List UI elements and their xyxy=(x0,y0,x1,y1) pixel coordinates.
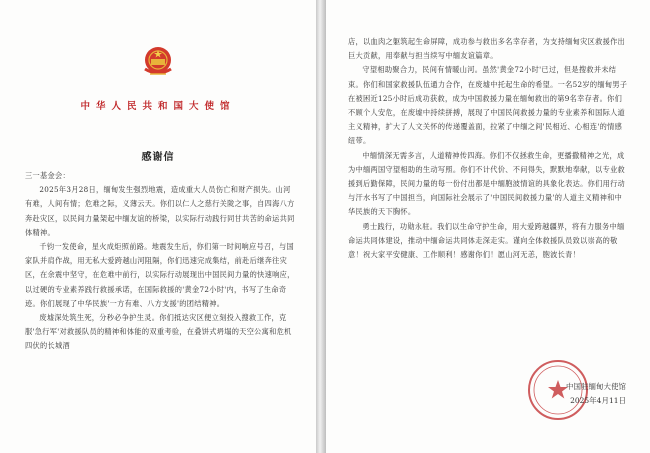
paragraph: 守望相助聚合力，民间有情暖山河。虽然'黄金72小时'已过，但是搜救并未结束。你们和国家救援队伍通力合作，在废墟中托起生命的希望。一名52岁的缅甸男子在被困近125小时后成功获救，成为中国救援力量在缅甸救出的第9名幸存者。你们不顾个人安危，在废墟中持续拼搏，展现了中国民间救援力量的专业素养和国际人道主义精神，扩大了人文关怀的传递覆盖面，拉紧了中缅之间'民相近、心相连'的情感纽带。 xyxy=(348,65,628,146)
left-page xyxy=(0,0,316,453)
national-emblem-icon xyxy=(141,44,175,80)
paragraph: 千钧一发使命，星火成炬照前路。地震发生后，你们第一时间响应号召，与国家队并肩作战，用无私大爱跨越山河阻隔，你们迅速完成集结，前赴后继奔往灾区，在余震中坚守，在危难中前行，以实际行动展现出中国民间力量的快速响应，以过硬的专业素养践行救援承诺，在国际救援的'黄金72小时'内，书写了生命奇迹。你们展现了中华民族'一方有难、八方支援'的团结精神。 xyxy=(25,242,295,308)
left-body xyxy=(25,169,295,354)
right-page xyxy=(326,0,650,453)
letter-title: 感谢信 xyxy=(141,152,175,163)
signature-org: 中国驻缅甸大使馆 xyxy=(566,382,626,391)
signature-block xyxy=(566,380,626,408)
embassy-letterhead: 中华人民共和国大使馆 xyxy=(80,101,236,112)
paragraph: 中缅情深无需多言，人道精神传四海。你们不仅拯救生命，更播撒精神之光，成为中缅两国守望相助的生动写照。你们不计代价、不问得失，默默地奉献，以专业救援到后勤保障，民间力量的每一份付出都是中缅胞波情谊的具象化表达。你们用行动与汗水书写了中国担当，向国际社会展示了'中国民间救援力量'的人道主义精神和中华民族的天下胸怀。 xyxy=(348,150,626,217)
page-gutter xyxy=(316,0,326,453)
salutation: 三一基金会： xyxy=(25,171,70,180)
paragraph: 废墟深处筑生死，分秒必争护生灵。你们抵达灾区便立刻投入搜救工作，克服'急行军'对救援队员的精神和体能的双重考验，在叠饼式坍塌的天空公寓和危机四伏的长城酒 xyxy=(25,313,292,351)
signature-date: 2025年4月11日 xyxy=(570,396,626,405)
paragraph: 勇士践行，功勋永驻。我们以生命守护生命，用大爱跨越疆界，将有力服务中缅命运共同体建设，推动中缅命运共同体走深走实。谨向全体救援队员致以崇高的敬意！祝大家平安健康、工作顺利！感谢你们！愿山河无恙，胞波长青！ xyxy=(348,221,625,260)
paragraph: 2025年3月28日，缅甸发生强烈地震，造成重大人员伤亡和财产损失。山河有难，人间有情；危难之际，义薄云天。你们以仁人之慈行关陇之事，自四海八方奔赴灾区，以民间力量架起中缅友谊的桥梁，以实际行动践行同甘共苦的命运共同体精神。 xyxy=(25,185,295,237)
paragraph: 店，以血肉之躯筑起生命屏障，成功参与救出多名幸存者，为支持缅甸灾区救援作出巨大贡献，用奉献与担当续写中缅友谊篇章。 xyxy=(348,37,626,61)
right-body xyxy=(348,35,628,262)
